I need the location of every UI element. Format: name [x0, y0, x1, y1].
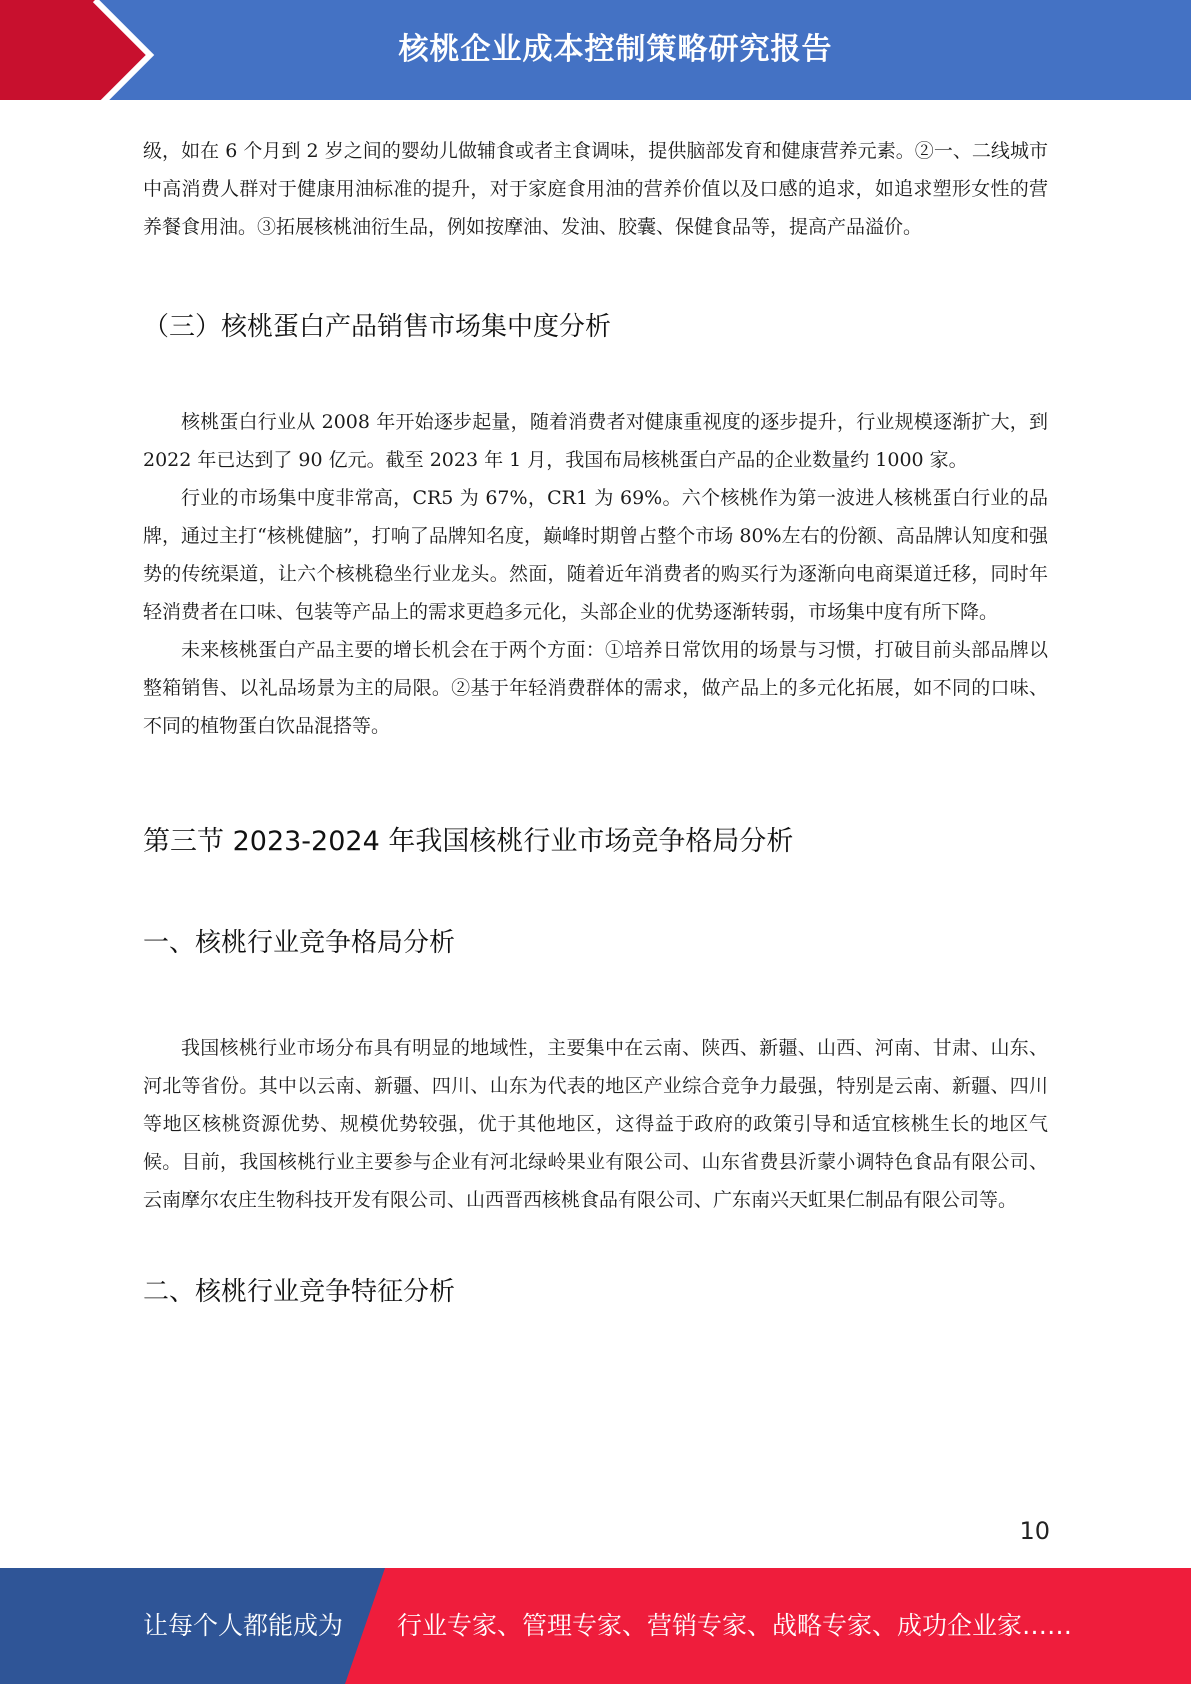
page-number: 10: [1019, 1517, 1050, 1545]
paragraph-protein-industry-scale: 核桃蛋白行业从 2008 年开始逐步起量，随着消费者对健康重视度的逐步提升，行业规模逐渐扩大，到 2022 年已达到了 90 亿元。截至 2023 年 1 月，我国布局核桃蛋白产品的企业数量约 1000 家。: [143, 411, 1048, 471]
paragraph-regional-distribution: 我国核桃行业市场分布具有明显的地域性，主要集中在云南、陕西、新疆、山西、河南、甘肃、山东、河北等省份。其中以云南、新疆、四川、山东为代表的地区产业综合竞争力最强，特别是云南、新疆、四川等地区核桃资源优势、规模优势较强，优于其他地区，这得益于政府的政策引导和适宜核桃生长的地区气候。目前，我国核桃行业主要参与企业有河北绿岭果业有限公司、山东省费县沂蒙小调特色食品有限公司、云南摩尔农庄生物科技开发有限公司、山西晋西核桃食品有限公司、广东南兴天虹果仁制品有限公司等。: [143, 1037, 1048, 1211]
paragraph-growth-opportunities: 未来核桃蛋白产品主要的增长机会在于两个方面：①培养日常饮用的场景与习惯，打破目前头部品牌以整箱销售、以礼品场景为主的局限。②基于年轻消费群体的需求，做产品上的多元化拓展，如不同的口味、不同的植物蛋白饮品混搭等。: [143, 639, 1048, 737]
footer-slogan-right: 行业专家、管理专家、营销专家、战略专家、成功企业家……: [397, 1611, 1073, 1640]
page-header: [0, 0, 1191, 110]
paragraph-market-concentration: 行业的市场集中度非常高，CR5 为 67%，CR1 为 69%。六个核桃作为第一波进人核桃蛋白行业的品牌，通过主打“核桃健脑”，打响了品牌知名度，巅峰时期曾占整个市场 80%左右的份额、高品牌认知度和强势的传统渠道，让六个核桃稳坐行业龙头。然面，随着近年消费者的购买行为逐渐向电商渠道迁移，同时年轻消费者在口味、包装等产品上的需求更趋多元化，头部企业的优势逐渐转弱，市场集中度有所下降。: [143, 487, 1048, 623]
heading-competitive-features: 二、核桃行业竞争特征分析: [143, 1277, 456, 1307]
page-footer: [0, 1568, 1191, 1684]
section-title: 第三节 2023-2024 年我国核桃行业市场竞争格局分析: [143, 826, 794, 857]
heading-walnut-protein-concentration: （三）核桃蛋白产品销售市场集中度分析: [143, 312, 612, 342]
report-title: 核桃企业成本控制策略研究报告: [398, 32, 833, 67]
paragraph-continued: 级，如在 6 个月到 2 岁之间的婴幼儿做辅食或者主食调味，提供脑部发育和健康营养元素。②一、二线城市中高消费人群对于健康用油标准的提升，对于家庭食用油的营养价值以及口感的追求，如追求塑形女性的营养餐食用油。③拓展核桃油衍生品，例如按摩油、发油、胶囊、保健食品等，提高产品溢价。: [143, 140, 1048, 238]
heading-competitive-landscape: 一、核桃行业竞争格局分析: [143, 928, 456, 958]
footer-slogan-left: 让每个人都能成为: [143, 1611, 344, 1640]
page-content: [143, 132, 1048, 1308]
